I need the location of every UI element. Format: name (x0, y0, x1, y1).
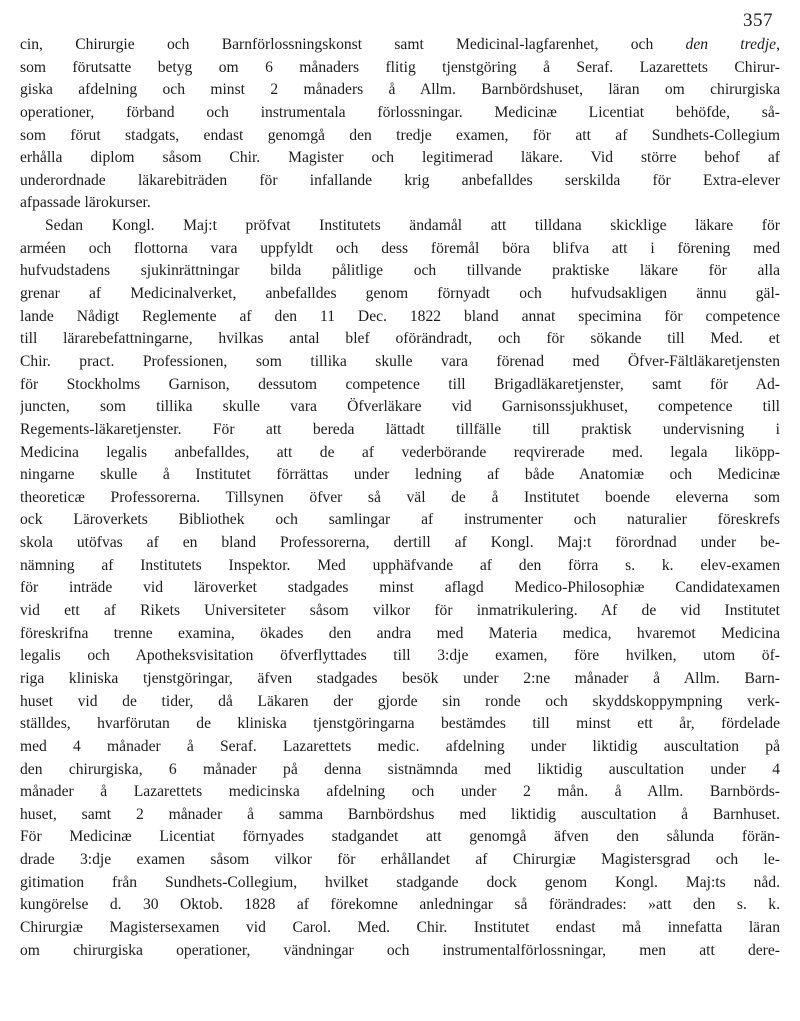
text-line: för inträde vid läroverket stadgades minst aflagd Medico-Philosophiæ Candidatexamen (20, 579, 780, 597)
text-line: om chirurgiska operationer, vändningar och instrumentalförlossningar, men att dere- (20, 941, 780, 959)
text-line: ock Läroverkets Bibliothek och samlingar af instrumenter och naturalier föreskrefs (20, 511, 780, 529)
text-line: ställdes, hvarförutan de kliniska tjenstgöringarna bestämdes till minst ett år, fördelade (20, 715, 780, 733)
text-line: grenar af Medicinalverket, anbefalldes genom förnyadt och hufvudsakligen ännu gäl- (20, 285, 780, 303)
text-line: giska afdelning och minst 2 månaders å Allm. Barnbördshuset, läran om chirurgiska (20, 81, 780, 99)
text-line: arméen och flottorna vara uppfyldt och dess föremål böra blifva att i förening med (20, 239, 780, 257)
emphasis: den tredje (685, 36, 777, 53)
text-line: föreskrifna trenne examina, ökades den andra med Materia medica, hvaremot Medicina (20, 624, 780, 642)
body-text (20, 34, 780, 962)
text-line: lande Nådigt Reglemente af den 11 Dec. 1822 bland annat specimina för competence (20, 307, 780, 325)
text-line: gitimation från Sundhets-Collegium, hvilket stadgande dock genom Kongl. Maj:ts nåd. (20, 873, 780, 891)
text-line: underordnade läkarebiträden för infallande krig anbefalldes serskilda för Extra-elever (20, 171, 780, 189)
text-line: theoreticæ Professorerna. Tillsynen öfver så väl de å Institutet boende eleverna som (20, 488, 780, 506)
text-line: cin, Chirurgie och Barnförlossningskonst samt Medicinal-lagfarenhet, och den tredje, (20, 36, 780, 53)
text-line: ningarne skulle å Institutet förrättas under ledning af både Anatomiæ och Medicinæ (20, 466, 780, 484)
text-line: erhålla diplom såsom Chir. Magister och legitimerad läkare. Vid större behof af (20, 149, 780, 167)
text-line: Sedan Kongl. Maj:t pröfvat Institutets ändamål att tilldana skicklige läkare för (45, 217, 780, 235)
text-line: juncten, som tillika skulle vara Öfverläkare vid Garnisonssjukhuset, competence till (20, 398, 780, 416)
text-line: vid ett af Rikets Universiteter såsom vilkor för inmatrikulering. Af de vid Institutet (20, 602, 780, 620)
text-line: månader å Lazarettets medicinska afdelning och under 2 mån. å Allm. Barnbörds- (20, 783, 780, 801)
text-line: Chirurgiæ Magistersexamen vid Carol. Med. Chir. Institutet endast må innefatta läran (20, 918, 780, 936)
text-line: med 4 månader å Seraf. Lazarettets medic. afdelning under liktidig auscultation på (20, 737, 780, 755)
text-line: hufvudstadens sjukinrättningar bilda pålitlige och tillvande praktiske läkare för alla (20, 262, 780, 280)
text-line: drade 3:dje examen såsom vilkor för erhållandet af Chirurgiæ Magistersgrad och le- (20, 851, 780, 869)
text-line: För Medicinæ Licentiat förnyades stadgandet att genomgå äfven den sålunda förän- (20, 828, 780, 846)
text-line: afpassade lärokurser. (20, 194, 151, 212)
text-line: skola utöfvas af en bland Professorerna, dertill af Kongl. Maj:t förordnad under be- (20, 534, 780, 552)
text-line: kungörelse d. 30 Oktob. 1828 af förekomne anledningar så förändrades: »att den s. k. (20, 896, 780, 914)
text-line: den chirurgiska, 6 månader på denna sistnämnda med liktidig auscultation under 4 (20, 760, 780, 778)
text-line: huset vid de tider, då Läkaren der gjorde sin ronde och skyddskoppympning verk- (20, 692, 780, 710)
text-line: riga kliniska tjenstgöringar, äfven stadgades besök under 2:ne månader å Allm. Barn- (20, 669, 780, 687)
text-line: som förutsatte betyg om 6 månaders flitig tjenstgöring å Seraf. Lazarettets Chirur- (20, 58, 780, 76)
text-line: till lärarebefattningarne, hvilkas antal blef oförändradt, och för sökande till Med. et (20, 330, 780, 348)
text-line: Medicina legalis anbefalldes, att de af vederbörande reqvirerade med. legala liköpp- (20, 443, 780, 461)
text-line: för Stockholms Garnison, dessutom competence till Brigadläkaretjenster, samt för Ad- (20, 375, 780, 393)
text-line: legalis och Apotheksvisitation öfverflyttades till 3:dje examen, före hvilken, utom öf- (20, 647, 780, 665)
page-number: 357 (743, 10, 773, 31)
text-line: Regements-läkaretjenster. För att bereda lättadt tillfälle till praktisk undervisning i (20, 420, 780, 438)
text-line: huset, samt 2 månader å samma Barnbördshus med liktidig auscultation å Barnhuset. (20, 805, 780, 823)
text-line: som förut stadgats, endast genomgå den tredje examen, för att af Sundhets-Collegium (20, 126, 780, 144)
text-line: nämning af Institutets Inspektor. Med upphäfvande af den förra s. k. elev-examen (20, 556, 780, 574)
text-line: Chir. pract. Professionen, som tillika skulle vara förenad med Öfver-Fältläkaretjensten (20, 352, 780, 370)
text-line: operationer, förband och instrumentala förlossningar. Medicinæ Licentiat behöfde, så- (20, 103, 780, 121)
